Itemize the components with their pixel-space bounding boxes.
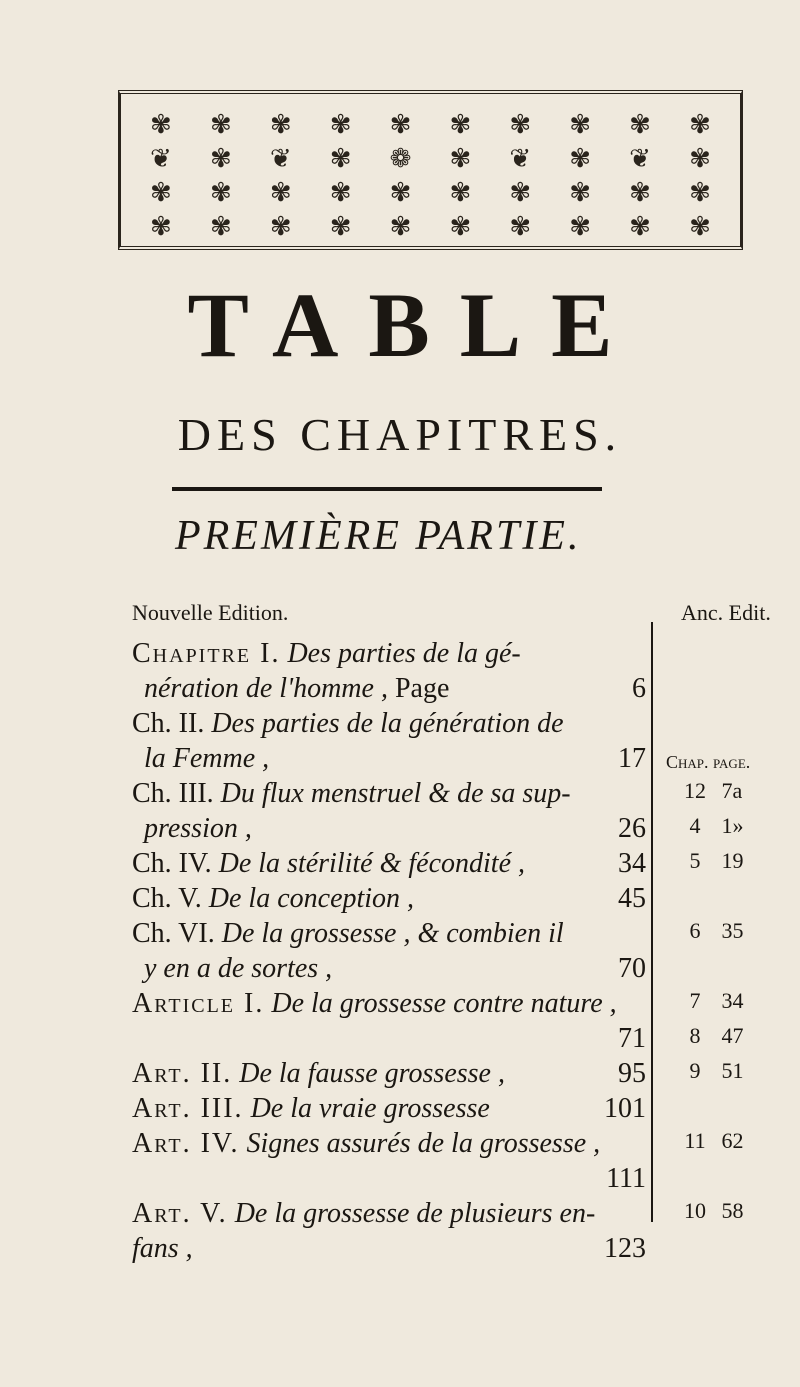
toc-line: nération de l'homme , Page 6	[144, 673, 646, 704]
ornament-row: ✾ ✾ ✾ ✾ ✾ ✾ ✾ ✾ ✾ ✾	[150, 212, 711, 241]
toc-line: Art. II. De la fausse grossesse , 95	[132, 1058, 646, 1089]
page-subtitle: DES CHAPITRES.	[177, 409, 623, 460]
old-edition-row: 5 19	[689, 848, 744, 873]
old-edition-row: 12 7a	[684, 778, 743, 803]
toc-line: Article I. De la grossesse contre nature ,	[132, 988, 617, 1019]
table-of-contents	[132, 636, 652, 1266]
part-heading: PREMIÈRE PARTIE.	[175, 513, 582, 559]
old-edition-row: 8 47	[689, 1023, 744, 1048]
toc-line: Ch. V. De la conception , 45	[132, 883, 646, 914]
ornament-row: ❦ ✾ ❦ ✾ ❁ ✾ ❦ ✾ ❦ ✾	[150, 144, 711, 173]
toc-line: Art. III. De la vraie grossesse 101	[132, 1093, 646, 1124]
toc-line: fans , 123	[132, 1233, 646, 1264]
toc-line: Art. IV. Signes assurés de la grossesse ,	[132, 1128, 601, 1159]
column-divider	[651, 622, 653, 1222]
ornament-row: ✾ ✾ ✾ ✾ ✾ ✾ ✾ ✾ ✾ ✾	[150, 178, 711, 207]
old-edition-row: 11 62	[684, 1128, 744, 1153]
old-edition-row: 10 58	[684, 1198, 744, 1223]
old-edition-row: 7 34	[689, 988, 744, 1013]
old-edition-row: 9 51	[689, 1058, 744, 1083]
toc-line: Ch. IV. De la stérilité & fécondité , 34	[132, 848, 646, 879]
toc-line: 71	[618, 1023, 646, 1054]
toc-line: Chapitre I. Des parties de la gé-	[132, 638, 521, 669]
page-title: TABLE	[187, 274, 643, 376]
toc-line: y en a de sortes , 70	[144, 953, 646, 984]
old-edition-column-header: Chap. page.	[666, 752, 751, 772]
old-edition-row: 6 35	[689, 918, 744, 943]
toc-line: Ch. VI. De la grossesse , & combien il	[132, 918, 564, 949]
toc-line: pression , 26	[144, 813, 646, 844]
toc-line: Art. V. De la grossesse de plusieurs en-	[132, 1198, 596, 1229]
toc-line: la Femme , 17	[144, 743, 646, 774]
ornament-row: ✾ ✾ ✾ ✾ ✾ ✾ ✾ ✾ ✾ ✾	[150, 110, 711, 139]
toc-line: 111	[606, 1163, 646, 1194]
ornamental-headpiece	[118, 90, 743, 250]
old-edition-label: Anc. Edit.	[681, 600, 771, 625]
toc-line: Ch. III. Du flux menstruel & de sa sup-	[132, 778, 571, 809]
divider-rule	[172, 487, 602, 491]
toc-line: Ch. II. Des parties de la génération de	[132, 708, 564, 739]
new-edition-label: Nouvelle Edition.	[132, 600, 289, 625]
old-edition-row: 4 1»	[689, 813, 744, 838]
